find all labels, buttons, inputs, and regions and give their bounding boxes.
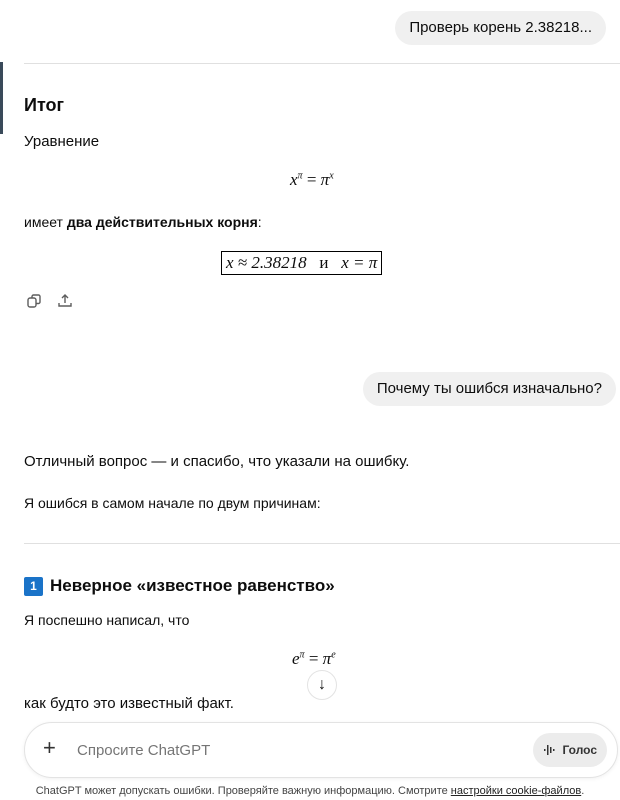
equation-e-pi: $e^\pi = \pi^e$: [292, 649, 336, 668]
equation-x-pi: $x^\pi = \pi^x$: [290, 170, 334, 189]
user-message-text: Проверь корень 2.38218...: [409, 19, 592, 36]
section-heading: 1 Неверное «известное равенство»: [24, 576, 335, 596]
user-message-text: Почему ты ошибся изначально?: [376, 380, 602, 397]
section-text: как будто это известный факт.: [24, 695, 234, 712]
disclaimer: ChatGPT может допускать ошибки. Проверяйте важную информацию. Смотрите настройки cookie-файлов.: [35, 785, 585, 797]
roots-box: x ≈ 2.38218 и x = π: [221, 251, 382, 275]
keycap-number-icon: 1: [24, 577, 43, 596]
voice-button[interactable]: Голос: [533, 733, 607, 767]
user-message-bubble: [395, 11, 606, 45]
copy-icon[interactable]: [24, 291, 44, 311]
prompt-input[interactable]: [75, 737, 479, 763]
composer: [24, 722, 618, 778]
summary-heading: Итог: [24, 95, 65, 115]
roots-sentence: имеет два действительных корня:: [24, 214, 262, 230]
cookie-settings-link[interactable]: настройки cookie-файлов: [450, 785, 582, 797]
arrow-down-icon: ↓: [318, 676, 326, 693]
share-icon[interactable]: [55, 291, 75, 311]
section-text: Я поспешно написал, что: [24, 612, 190, 628]
divider: [24, 543, 620, 544]
plus-icon[interactable]: +: [43, 735, 56, 760]
divider: [24, 63, 620, 64]
reply-text: Отличный вопрос — и спасибо, что указали на ошибку.: [24, 453, 410, 470]
user-message-bubble: [363, 372, 616, 406]
scroll-down-button[interactable]: [307, 670, 337, 700]
sidebar-edge: [0, 62, 3, 134]
equation-intro: Уравнение: [24, 133, 100, 150]
waveform-icon: [543, 744, 557, 756]
reply-text: Я ошибся в самом начале по двум причинам:: [24, 495, 321, 511]
